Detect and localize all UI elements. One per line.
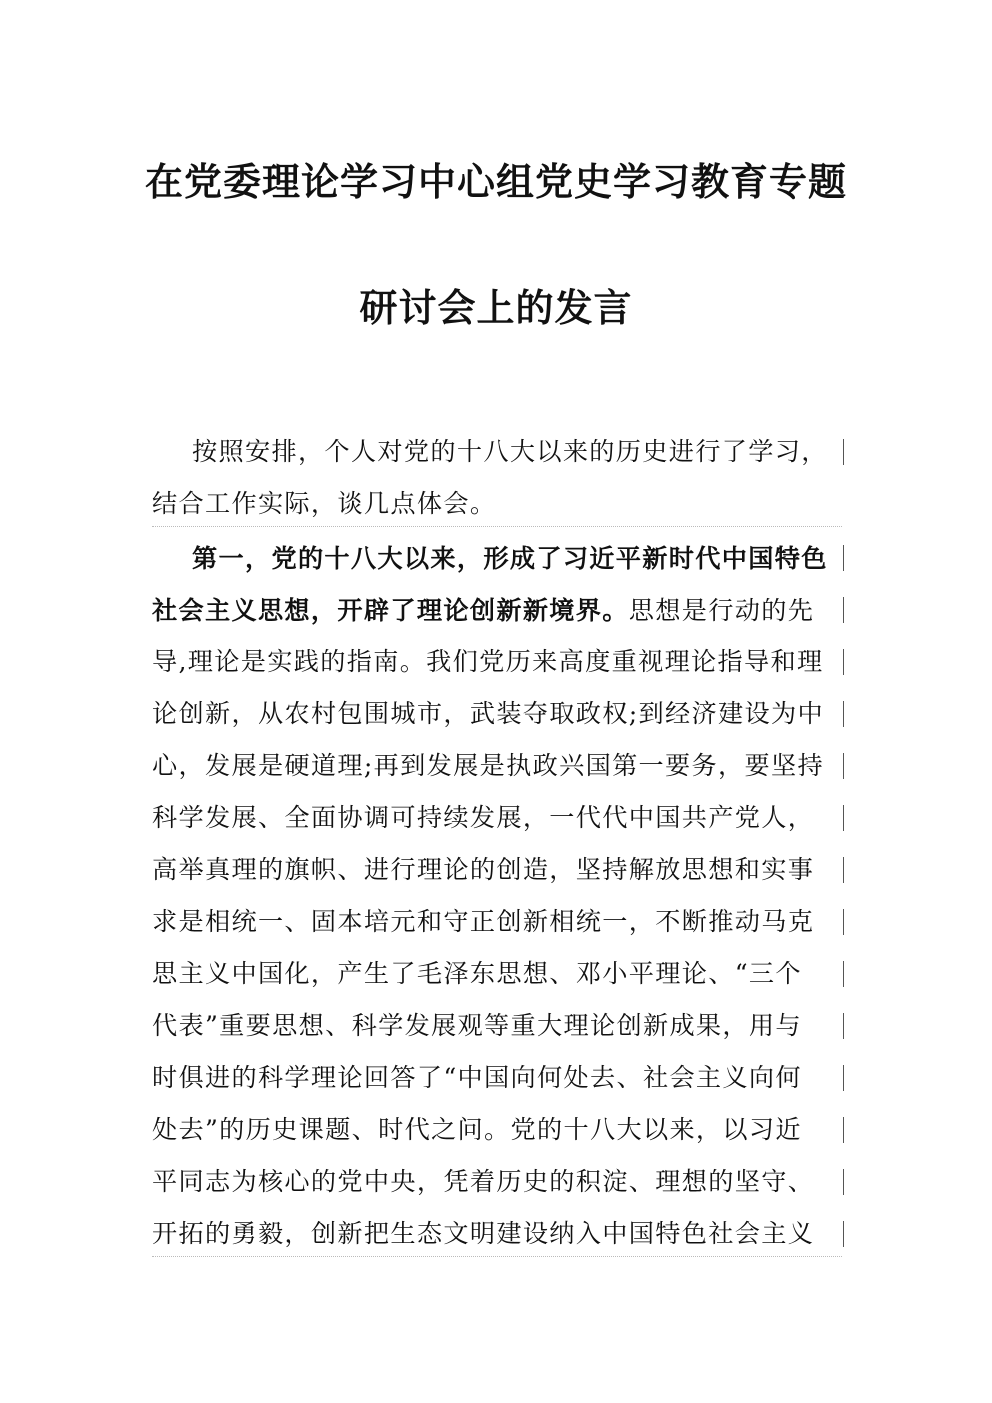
paragraph-2-line-2 <box>152 590 842 630</box>
right-margin-mark <box>843 439 844 465</box>
document-title-line-1: 在党委理论学习中心组党史学习教育专题 <box>144 159 847 204</box>
paragraph-2-line-8: 求是相统一、固本培元和守正创新相统一，不断推动马克 <box>152 907 815 936</box>
paragraph-2-line-5: 心，发展是硬道理;再到发展是执政兴国第一要务，要坚持 <box>152 751 824 780</box>
right-margin-mark <box>843 597 844 623</box>
paragraph-2-line-6: 科学发展、全面协调可持续发展，一代代中国共产党人， <box>152 803 815 832</box>
right-margin-mark <box>843 545 844 571</box>
paragraph-2-line-1: 第一，党的十八大以来，形成了习近平新时代中国特色 <box>192 543 828 573</box>
page-bottom-separator <box>152 1256 842 1257</box>
right-margin-mark <box>843 805 844 831</box>
right-margin-mark <box>843 753 844 779</box>
right-margin-mark <box>843 1013 844 1039</box>
right-margin-mark <box>843 1117 844 1143</box>
paragraph-2-line-12: 处去”的历史课题、时代之问。党的十八大以来，以习近 <box>152 1115 802 1144</box>
right-margin-mark <box>843 1065 844 1091</box>
paragraph-2-line-7: 高举真理的旗帜、进行理论的创造，坚持解放思想和实事 <box>152 855 815 884</box>
paragraph-2-line-4: 论创新，从农村包围城市，武装夺取政权;到经济建设为中 <box>152 699 824 728</box>
paragraph-2-line-9: 思主义中国化，产生了毛泽东思想、邓小平理论、“三个 <box>152 959 802 988</box>
right-margin-mark <box>843 909 844 935</box>
paragraph-2-line-3: 导,理论是实践的指南。我们党历来高度重视理论指导和理 <box>152 647 824 676</box>
right-margin-mark <box>843 701 844 727</box>
right-margin-mark <box>843 1169 844 1195</box>
right-margin-mark <box>843 1221 844 1247</box>
paragraph-2-line-11: 时俱进的科学理论回答了“中国向何处去、社会主义向何 <box>152 1063 802 1092</box>
right-margin-mark <box>843 649 844 675</box>
paragraph-2-line-14: 开拓的勇毅，创新把生态文明建设纳入中国特色社会主义 <box>152 1219 815 1248</box>
paragraph-2-line-2-text: 思想是行动的先 <box>628 596 815 625</box>
paragraph-1-line-2: 结合工作实际，谈几点体会。 <box>152 489 497 518</box>
document-title-line-2: 研讨会上的发言 <box>359 285 633 330</box>
paragraph-2-line-13: 平同志为核心的党中央，凭着历史的积淀、理想的坚守、 <box>152 1167 815 1196</box>
paragraph-separator <box>152 526 842 527</box>
paragraph-2-line-10: 代表”重要思想、科学发展观等重大理论创新成果，用与 <box>152 1011 802 1040</box>
paragraph-1-line-1: 按照安排，个人对党的十八大以来的历史进行了学习， <box>192 437 828 466</box>
paragraph-2-heading-tail: 社会主义思想，开辟了理论创新新境界。 <box>152 595 629 625</box>
right-margin-mark <box>843 857 844 883</box>
right-margin-mark <box>843 961 844 987</box>
